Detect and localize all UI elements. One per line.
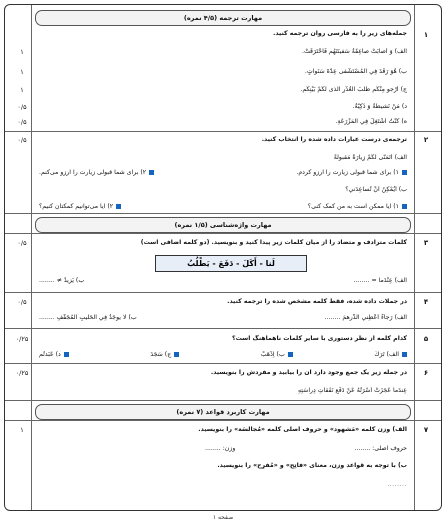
- question-title: در جملات داده شده، فقط کلمه مشخص شده را ترجمه کنید.: [227, 298, 407, 305]
- checkbox-icon[interactable]: [174, 352, 179, 357]
- row-divider: [5, 363, 441, 364]
- translation-item: الف) وَ أَصابَتْ صاعِقَةٌ سَفينَتَهُم فَاحْتَرَقَتْ.: [301, 48, 407, 55]
- answer-blank[interactable]: وزن: ........: [205, 445, 236, 452]
- option-row: [39, 169, 407, 176]
- question-score: ۰/۵: [17, 136, 27, 144]
- answer-blank[interactable]: الف) رَجاءً أَعْطِني الدِّرهمَ ........: [324, 314, 407, 321]
- checkbox-icon[interactable]: [402, 170, 407, 175]
- option[interactable]: الف) تَرَكَ: [374, 351, 407, 358]
- checkbox-icon[interactable]: [149, 170, 154, 175]
- option[interactable]: ۲) آیا می‌توانیم کمکتان کنیم؟: [39, 203, 121, 210]
- section-header-grammar: مهارت کاربرد قواعد (۷ نمره): [35, 404, 411, 420]
- checkbox-icon[interactable]: [402, 352, 407, 357]
- question-title: ب) با توجه به قواعد وزن، معنای «فاتِح» و «مُفرِح» را بنویسید.: [217, 462, 407, 469]
- question-title: در جمله زیر یک جمع وجود دارد آن را بیابید و مفردش را بنویسید.: [210, 369, 407, 376]
- question-title: ترجمه‌ی درست عبارات داده شده را انتخاب کنید.: [261, 136, 407, 143]
- checkbox-icon[interactable]: [64, 352, 69, 357]
- question-number: ۱: [423, 31, 429, 39]
- answer-blank[interactable]: ب) لا يوجَدُ فِي الْحَليبِ الْمُجَفَّفِ ........: [39, 314, 137, 321]
- question-title: جمله‌های زیر را به فارسی روان ترجمه کنید.: [273, 30, 407, 37]
- question-number: ۴: [423, 298, 429, 306]
- section-header-translation: مهارت ترجمه (۴/۵ نمره): [35, 10, 411, 26]
- checkbox-icon[interactable]: [288, 352, 293, 357]
- question-score: ۰/۵: [17, 298, 27, 306]
- row-divider: [5, 233, 441, 234]
- item-score: ۱: [20, 68, 24, 76]
- translation-item: ب) هُوَ رَقَدَ فِي الْمُسْتَشْفى عِدَّةَ سَنَواتٍ.: [304, 68, 407, 75]
- option[interactable]: ۱) برای شما قبولی زیارت را آرزو کردم.: [296, 169, 407, 176]
- question-prompt: ب) أَيُمْكِنُ أَنْ تُساعِدَني؟: [345, 186, 407, 193]
- question-title: الف) وزن کلمه «مَشهود» و حروف اصلی کلمه «مُجالَسَة» را بنویسید.: [198, 426, 407, 433]
- option[interactable]: ب) اِذْهَبْ: [261, 351, 293, 358]
- answer-blank[interactable]: ب) يَزيدُ ≠ ........: [39, 277, 85, 284]
- page-footer: صفحه ۱: [212, 514, 234, 521]
- score-column-divider: [31, 5, 32, 510]
- exam-frame: [4, 4, 442, 511]
- answer-row: [39, 277, 407, 284]
- row-divider: [5, 328, 441, 329]
- question-score: ۰/۲۵: [15, 335, 29, 343]
- question-number: ۶: [423, 369, 429, 377]
- question-title: کدام کلمه از نظر دستوری با سایر کلمات ناهماهنگ است؟: [232, 335, 407, 342]
- answer-blank[interactable]: حروف اصلی: ........: [354, 445, 407, 452]
- question-title: کلمات مترادف و متضاد را از میان کلمات زیر پیدا کنید و بنویسید. (دو کلمه اضافی است): [140, 239, 407, 246]
- item-score: ۰/۵: [17, 103, 27, 111]
- answer-blank[interactable]: ........: [387, 481, 407, 488]
- translation-item: د) مَنْ نَشيطَةٌ وَ ذَكِيَّةٌ.: [352, 103, 407, 110]
- row-divider: [5, 292, 441, 293]
- question-number: ۲: [423, 136, 429, 144]
- row-divider: [5, 400, 441, 401]
- question-prompt: الف) أَتَمَنّى لَكُمْ زِيارَةً مَقبولَةً: [333, 154, 407, 161]
- translation-item: ه) كُنْتُ أَشْتَغِلُ فِي الْمَزْرَعَةِ.: [335, 118, 407, 125]
- item-score: ۰/۵: [17, 118, 27, 126]
- question-number: ۳: [423, 239, 429, 247]
- option[interactable]: ۲) برای شما قبولی زیارت را آرزو می‌کنم.: [39, 169, 154, 176]
- answer-row: [205, 445, 407, 452]
- item-score: ۱: [20, 48, 24, 56]
- word-bank: لَنا - أَكَلَ - دَفَعَ - يَطْلُبُ: [155, 255, 307, 272]
- question-score: ۰/۲۵: [15, 369, 29, 377]
- question-score: ۰/۵: [17, 239, 27, 247]
- item-score: ۱: [20, 86, 24, 94]
- answer-blank[interactable]: الف) عِنْدَما = ........: [353, 277, 407, 284]
- number-column-divider: [414, 5, 415, 510]
- answer-row: [39, 314, 407, 321]
- checkbox-icon[interactable]: [116, 204, 121, 209]
- option-row: [39, 351, 407, 358]
- option[interactable]: ۱) آیا ممکن است به من کمک کنی؟: [308, 203, 407, 210]
- row-divider: [5, 420, 441, 421]
- option[interactable]: ج) سَجَدَ: [150, 351, 179, 358]
- option[interactable]: د) عَبَدتُم: [39, 351, 69, 358]
- row-divider: [5, 131, 441, 132]
- section-header-vocab: مهارت واژه‌شناسی (۱/۵ نمره): [35, 217, 411, 233]
- row-divider: [5, 213, 441, 214]
- question-score: ۱: [20, 426, 24, 434]
- question-number: ۷: [423, 426, 429, 434]
- option-row: [39, 203, 407, 210]
- checkbox-icon[interactable]: [402, 204, 407, 209]
- question-number: ۵: [423, 335, 429, 343]
- translation-item: ج) أَرْجو مِنْكُم طَلَبَ الْعُذْرِ الَّذى لَكُمْ بَيْنِكُم.: [300, 86, 407, 93]
- question-sentence: عِندَما عَجَزَتْ أُسْرَتُهُ عَنْ دَفْعِ نَفَقاتِ دِراسَتِهِ: [297, 387, 407, 394]
